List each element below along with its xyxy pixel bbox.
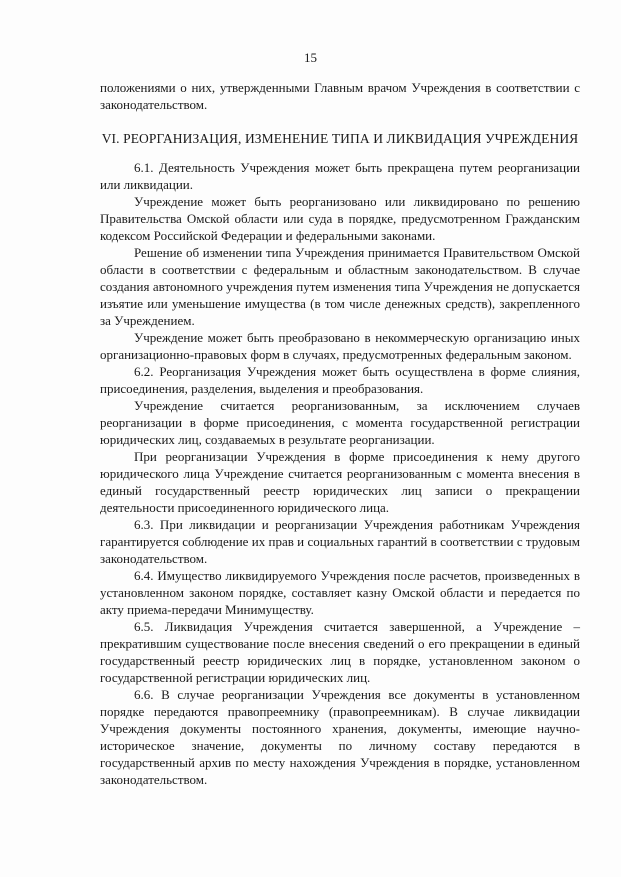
paragraph-6-3: 6.3. При ликвидации и реорганизации Учреждения работникам Учреждения гарантируется соблюдение их прав и социальных гарантий в соответствии с трудовым законодательством. — [100, 517, 580, 566]
page-number: 15 — [304, 50, 317, 65]
paragraph-6-2: 6.2. Реорганизация Учреждения может быть осуществлена в форме слияния, присоединения, разделения, выделения и преобразования. — [100, 364, 580, 396]
paragraph-transformation: Учреждение может быть преобразовано в некоммерческую организацию иных организационно-правовых форм в случаях, предусмотренных федеральным законом. — [100, 330, 580, 362]
paragraph-6-1: 6.1. Деятельность Учреждения может быть прекращена путем реорганизации или ликвидации. — [100, 160, 580, 192]
intro-paragraph: положениями о них, утвержденными Главным врачом Учреждения в соответствии с законодательством. — [100, 80, 580, 112]
document-body — [100, 79, 580, 788]
paragraph-type-change: Решение об изменении типа Учреждения принимается Правительством Омской области в соответствии с федеральным и областным законодательством. В случае создания автономного учреждения путем изменения типа Учреждения не допускается изъятие или уменьшение имущества (в том числе денежных средств), закрепленного за Учреждением. — [100, 245, 580, 328]
paragraph-6-4: 6.4. Имущество ликвидируемого Учреждения после расчетов, произведенных в установленном законом порядке, составляет казну Омской области и передается по акту приема-передачи Минимуществу. — [100, 568, 580, 617]
paragraph-reorg-liquidation: Учреждение может быть реорганизовано или ликвидировано по решению Правительства Омской области или суда в порядке, предусмотренном Гражданским кодексом Российской Федерации и федеральными законами. — [100, 194, 580, 243]
section-title: VI. РЕОРГАНИЗАЦИЯ, ИЗМЕНЕНИЕ ТИПА И ЛИКВИДАЦИЯ УЧРЕЖДЕНИЯ — [101, 131, 579, 146]
paragraph-6-6: 6.6. В случае реорганизации Учреждения все документы в установленном порядке передаются правопреемнику (правопреемникам). В случае ликвидации Учреждения документы постоянного хранения, документы, имеющие научно-историческое значение, документы по личному составу передаются в государственный архив по месту нахождения Учреждения в порядке, установленном законодательством. — [100, 687, 580, 787]
paragraph-6-5: 6.5. Ликвидация Учреждения считается завершенной, а Учреждение – прекратившим существование после внесения сведений о его прекращении в единый государственный реестр юридических лиц в порядке, установленном законом о государственной регистрации юридических лиц. — [100, 619, 580, 685]
paragraph-merger: При реорганизации Учреждения в форме присоединения к нему другого юридического лица Учреждение считается реорганизованным с момента внесения в единый государственный реестр юридических лиц записи о прекращении деятельности присоединенного юридического лица. — [100, 449, 580, 515]
paragraph-reorganized-moment: Учреждение считается реорганизованным, за исключением случаев реорганизации в форме присоединения, с момента государственной регистрации юридических лиц, создаваемых в результате реорганизации. — [100, 398, 580, 447]
